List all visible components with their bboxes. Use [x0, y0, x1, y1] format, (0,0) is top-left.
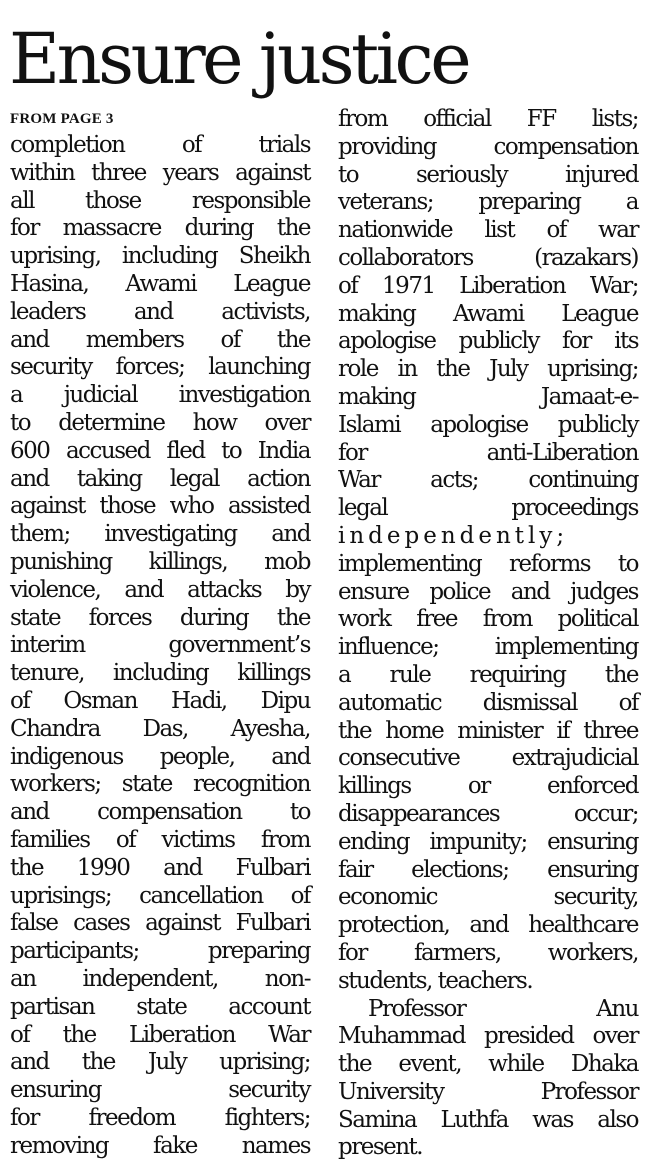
- text-line: to seriously injured: [338, 161, 638, 188]
- text-line: present.: [338, 1134, 423, 1161]
- text-line: 600 accused fled to India: [10, 437, 310, 464]
- text-line: killings or enforced: [338, 773, 638, 800]
- text-line: Hasina, Awami League: [10, 270, 310, 297]
- text-line: false cases against Fulbari: [10, 910, 310, 937]
- text-line: University Professor: [338, 1078, 638, 1105]
- text-line: fair elections; ensuring: [338, 856, 638, 883]
- right-column-text: [338, 106, 638, 1162]
- text-line: completion of trials: [10, 132, 310, 158]
- text-line: for farmers, workers,: [338, 939, 638, 966]
- text-line: a rule requiring the: [338, 661, 638, 688]
- left-column-text: [10, 132, 310, 1160]
- text-line: Chandra Das, Ayesha,: [10, 715, 310, 742]
- text-line: against those who assisted: [10, 493, 310, 520]
- text-line: nationwide list of war: [338, 217, 638, 244]
- text-line: workers; state recognition: [10, 771, 310, 798]
- text-line: violence, and attacks by: [10, 576, 310, 603]
- text-line: for massacre during the: [10, 215, 310, 242]
- text-line: and compensation to: [10, 799, 310, 826]
- text-line: participants; preparing: [10, 938, 310, 965]
- text-line: from official FF lists;: [338, 106, 638, 132]
- text-line: of Osman Hadi, Dipu: [10, 687, 310, 714]
- text-line: of 1971 Liberation War;: [338, 272, 638, 299]
- text-line: Samina Luthfa was also: [338, 1106, 638, 1133]
- text-line: influence; implementing: [338, 634, 638, 661]
- text-line: for freedom fighters;: [10, 1104, 310, 1131]
- text-line: collaborators (razakars): [338, 244, 638, 271]
- text-line: ensuring security: [10, 1077, 310, 1104]
- text-line: role in the July uprising;: [338, 356, 638, 383]
- text-line: of the Liberation War: [10, 1021, 310, 1048]
- text-line: punishing killings, mob: [10, 548, 310, 575]
- text-line: to determine how over: [10, 409, 310, 436]
- text-line: work free from political: [338, 606, 638, 633]
- text-line: interim government’s: [10, 632, 310, 659]
- text-line: legal proceedings: [338, 495, 638, 522]
- text-line: consecutive extrajudicial: [338, 745, 638, 772]
- text-line: removing fake names: [10, 1132, 310, 1159]
- text-line: tenure, including killings: [10, 660, 310, 687]
- text-line: War acts; continuing: [338, 467, 638, 494]
- text-line: making Jamaat-e-: [338, 383, 638, 410]
- text-line: ensure police and judges: [338, 578, 638, 605]
- text-line: veterans; preparing a: [338, 189, 638, 216]
- article-column-left: [10, 106, 310, 1160]
- text-line: and the July uprising;: [10, 1049, 310, 1076]
- text-line: and members of the: [10, 326, 310, 353]
- text-line: uprising, including Sheikh: [10, 243, 310, 270]
- headline: Ensure justice: [9, 18, 469, 100]
- text-line: ending impunity; ensuring: [338, 828, 638, 855]
- article-column-right: [338, 106, 638, 1162]
- text-line: a judicial investigation: [10, 382, 310, 409]
- text-line: apologise publicly for its: [338, 328, 638, 355]
- text-line: Muhammad presided over: [338, 1023, 638, 1050]
- text-line: them; investigating and: [10, 521, 310, 548]
- text-line: protection, and healthcare: [338, 912, 638, 939]
- text-line: security forces; launching: [10, 354, 310, 381]
- text-line: families of victims from: [10, 826, 310, 853]
- text-line: making Awami League: [338, 300, 638, 327]
- text-line: Islami apologise publicly: [338, 411, 638, 438]
- text-line: all those responsible: [10, 187, 310, 214]
- text-line: state forces during the: [10, 604, 310, 631]
- text-line: Professor Anu: [368, 995, 638, 1022]
- text-line: an independent, non-: [10, 965, 310, 992]
- text-line: within three years against: [10, 159, 310, 186]
- text-line: the 1990 and Fulbari: [10, 854, 310, 881]
- text-line: for anti-Liberation: [338, 439, 638, 466]
- text-line: leaders and activists,: [10, 298, 310, 325]
- text-line: indigenous people, and: [10, 743, 310, 770]
- text-line: and taking legal action: [10, 465, 310, 492]
- text-line: uprisings; cancellation of: [10, 882, 310, 909]
- text-line: implementing reforms to: [338, 550, 638, 577]
- text-line: disappearances occur;: [338, 800, 638, 827]
- text-line: economic security,: [338, 884, 638, 911]
- text-line: students, teachers.: [338, 967, 533, 994]
- text-line: independently;: [338, 522, 569, 549]
- text-line: providing compensation: [338, 133, 638, 160]
- text-line: the event, while Dhaka: [338, 1051, 638, 1078]
- text-line: automatic dismissal of: [338, 689, 638, 716]
- text-line: the home minister if three: [338, 717, 638, 744]
- text-line: partisan state account: [10, 993, 310, 1020]
- continued-from-label: FROM PAGE 3: [10, 111, 114, 127]
